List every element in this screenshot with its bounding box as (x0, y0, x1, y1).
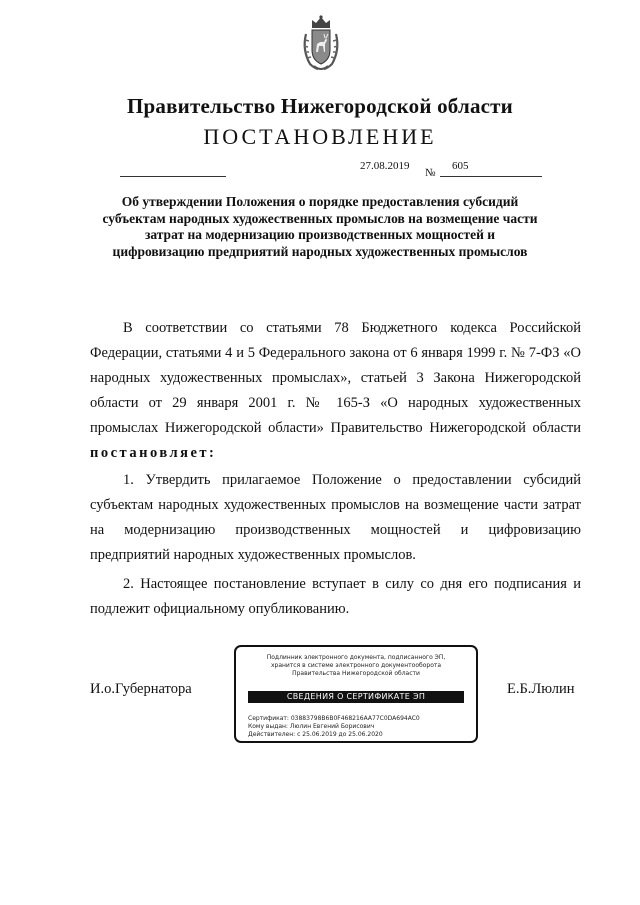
item-2-paragraph: 2. Настоящее постановление вступает в силу со дня его подписания и подлежит официальному опубликованию. (90, 576, 581, 617)
stamp-notice (236, 654, 476, 678)
coat-of-arms-icon (300, 14, 342, 72)
validity-row (248, 731, 468, 739)
stamp-notice-line: Подлинник электронного документа, подписанного ЭП, (266, 654, 446, 661)
issued-to-value: Люлин Евгений Борисович (289, 723, 375, 730)
signer-name: Е.Б.Люлин (507, 681, 575, 697)
document-type-title: ПОСТАНОВЛЕНИЕ (203, 124, 437, 149)
certificate-row (248, 715, 468, 723)
issued-to-label: Кому выдан: (248, 723, 288, 730)
preamble-text: В соответствии со статьями 78 Бюджетного кодекса Российской Федерации, статьями 4 и 5 Федерального закона от 6 января 1999 г. № 7-ФЗ «О народных художественных промыслах», статьей 3 Закона Нижегородской области от 29 января 2001 г. № 165-З «О народных художественных промыслах Нижегородской области» Правительство Нижегородской области (90, 320, 581, 436)
stamp-notice-line: хранится в системе электронного документооборота (270, 662, 442, 669)
validity-value: с 25.06.2019 до 25.06.2020 (297, 731, 383, 738)
document-date: 27.08.2019 (360, 160, 410, 172)
number-blank-line (440, 176, 542, 177)
validity-label: Действителен: (248, 731, 296, 738)
certificate-value: 03883798B6B0F468216AA77C0DA694AC0 (290, 715, 420, 722)
preamble-paragraph (90, 316, 581, 466)
date-blank-line (120, 176, 226, 177)
document-number: 605 (452, 160, 469, 172)
certificate-label: Сертификат: (248, 715, 289, 722)
item-1-paragraph: 1. Утвердить прилагаемое Положение о предоставлении субсидий субъектам народных художественных промыслов на возмещение части затрат на модернизацию производственных мощностей и цифровизацию предприятий народных художественных промыслов. (90, 472, 581, 563)
signer-title: И.о.Губернатора (90, 681, 192, 697)
e-signature-stamp (234, 645, 478, 743)
number-sign: № (425, 167, 436, 179)
decree-word: постановляет: (90, 445, 217, 461)
organization-title: Правительство Нижегородской области (127, 94, 513, 118)
stamp-certificate-details (248, 715, 468, 739)
issued-to-row (248, 723, 468, 731)
stamp-certificate-header: СВЕДЕНИЯ О СЕРТИФИКАТЕ ЭП (248, 691, 464, 703)
document-subject: Об утверждении Положения о порядке предоставления субсидий субъектам народных художественных промыслов на возмещение части затрат на модернизацию производственных мощностей и цифровизацию предприятий народных художественных промыслов (102, 194, 538, 259)
stamp-notice-line: Правительства Нижегородской области (292, 670, 420, 677)
